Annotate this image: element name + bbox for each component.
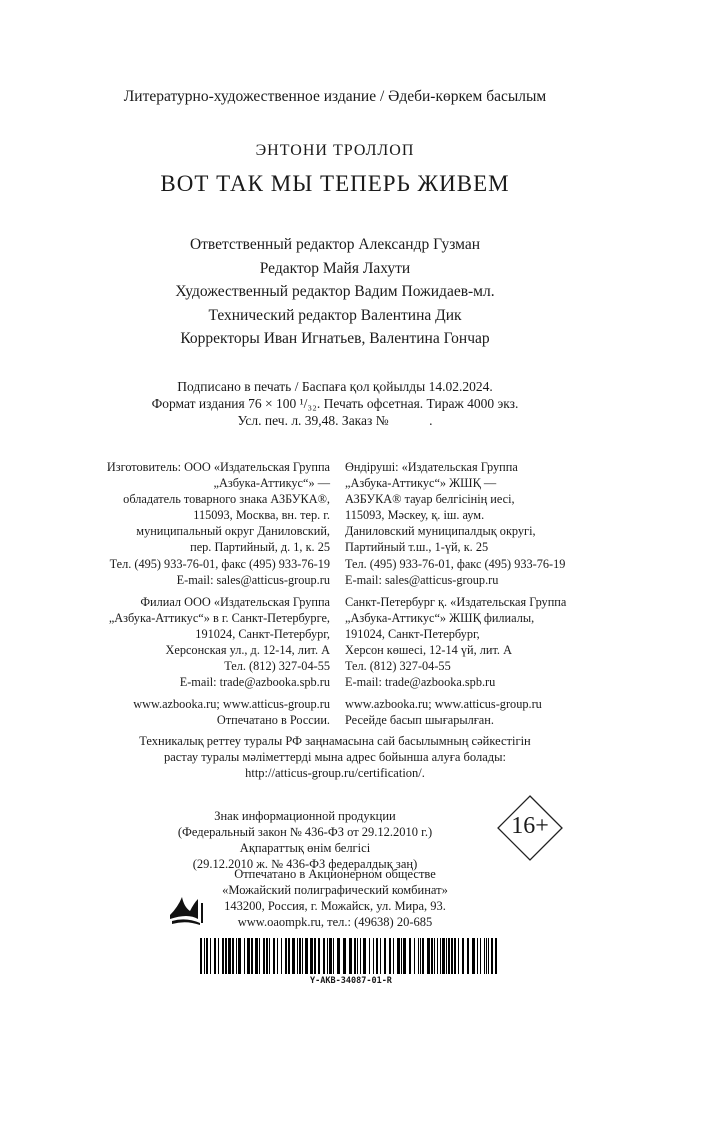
book-title: ВОТ ТАК МЫ ТЕПЕРЬ ЖИВЕМ [160, 171, 510, 196]
barcode-bar [232, 938, 234, 974]
barcode-bar [236, 938, 237, 974]
barcode-bar [442, 938, 445, 974]
barcode-bar [409, 938, 411, 974]
maker-line: обладатель товарного знака АЗБУКА®, [123, 492, 330, 507]
editorial-staff [60, 233, 610, 351]
maker-line: муниципальный округ Даниловский, [136, 524, 330, 539]
footer-line: www.azbooka.ru; www.atticus-group.ru [345, 697, 542, 712]
barcode-bar [206, 938, 208, 974]
barcode-bar [266, 938, 268, 974]
print-line: Формат издания 76 × 100 ¹/₃₂. Печать офсетная. Тираж 4000 экз. [151, 396, 519, 411]
footer-line: Ресейде басып шығарылған. [345, 713, 494, 728]
barcode-bar [292, 938, 295, 974]
barcode-bar [440, 938, 441, 974]
info-product-sign [120, 808, 490, 872]
barcode-bar [314, 938, 316, 974]
printer-line: 143200, Россия, г. Можайск, ул. Мира, 93. [224, 899, 446, 913]
barcode-bar [363, 938, 366, 974]
barcode-bar [380, 938, 381, 974]
barcode-bar [333, 938, 334, 974]
maker-line: АЗБУКА® тауар белгісінің иесі, [345, 492, 515, 507]
sign-line: Знак информационной продукции [214, 809, 396, 823]
barcode-bar [255, 938, 258, 974]
barcode-bar [448, 938, 450, 974]
barcode-bar [349, 938, 352, 974]
barcode-bar [418, 938, 419, 974]
maker-line: E-mail: sales@atticus-group.ru [176, 572, 330, 587]
barcode-bar [357, 938, 358, 974]
barcode-bar [302, 938, 303, 974]
branch-line: E-mail: trade@azbooka.spb.ru [179, 675, 330, 690]
sign-line: (Федеральный закон № 436-ФЗ от 29.12.2010 г.) [177, 825, 433, 839]
barcode-bar [495, 938, 497, 974]
certification-note [60, 733, 610, 781]
staff-line: Ответственный редактор Александр Гузман [189, 236, 481, 253]
publisher-info-ru [40, 459, 330, 729]
barcode-bar [343, 938, 346, 974]
barcode-bar [397, 938, 400, 974]
barcode-bar [454, 938, 456, 974]
barcode-bar [247, 938, 250, 974]
barcode-bar [451, 938, 453, 974]
barcode-bar [228, 938, 231, 974]
barcode-bar [354, 938, 356, 974]
maker-line: E-mail: sales@atticus-group.ru [345, 572, 499, 587]
barcode-bar [218, 938, 219, 974]
maker-line: Даниловский муниципалдық округі, [345, 524, 536, 539]
branch-line: Херсонская ул., д. 12-14, лит. А [165, 643, 330, 658]
barcode-bar [297, 938, 298, 974]
barcode-bar [263, 938, 265, 974]
barcode-bar [369, 938, 370, 974]
barcode-bar [491, 938, 493, 974]
maker-line: пер. Партийный, д. 1, к. 25 [190, 540, 330, 555]
barcode-bar [200, 938, 202, 974]
printer-info [210, 866, 460, 930]
maker-line: Тел. (495) 933-76-01, факс (495) 933-76-19 [109, 556, 330, 571]
staff-line: Редактор Майя Лахути [259, 259, 411, 277]
maker-line: 115093, Мәскеу, қ. іш. аум. [345, 508, 485, 523]
branch-line: Тел. (812) 327-04-55 [345, 659, 451, 674]
barcode-bar [458, 938, 459, 974]
barcode-bar [288, 938, 290, 974]
footer-line: Отпечатано в России. [216, 713, 330, 728]
barcode-bar [484, 938, 485, 974]
barcode-bar [337, 938, 340, 974]
barcode-bar [285, 938, 287, 974]
barcode-bar [269, 938, 270, 974]
barcode-bar [477, 938, 478, 974]
barcode [198, 938, 504, 974]
barcode-bar [323, 938, 325, 974]
branch-line: E-mail: trade@azbooka.spb.ru [345, 675, 496, 690]
branch-line: Филиал ООО «Издательская Группа [140, 594, 330, 609]
print-line: Усл. печ. л. 39,48. Заказ № . [237, 413, 433, 428]
barcode-bar [384, 938, 386, 974]
print-info [60, 378, 610, 429]
publisher-info-kz [345, 459, 645, 729]
barcode-bar [462, 938, 464, 974]
barcode-label: Y-AKB-34087-01-R [310, 976, 392, 986]
barcode-bar [431, 938, 433, 974]
sign-line: (29.12.2010 ж. № 436-ФЗ федералдық заң) [192, 857, 418, 871]
barcode-bar [222, 938, 224, 974]
barcode-bar [488, 938, 489, 974]
barcode-bar [480, 938, 481, 974]
barcode-bar [210, 938, 211, 974]
barcode-bar [401, 938, 402, 974]
barcode-bar [327, 938, 328, 974]
staff-line: Художественный редактор Вадим Пожидаев-мл. [175, 283, 495, 300]
branch-line: Тел. (812) 327-04-55 [224, 659, 330, 674]
branch-line: 191024, Санкт-Петербург, [195, 626, 330, 641]
barcode-bar [422, 938, 424, 974]
footer-line: www.azbooka.ru; www.atticus-group.ru [133, 697, 330, 712]
barcode-bar [281, 938, 282, 974]
barcode-bar [259, 938, 260, 974]
maker-line: 115093, Москва, вн. тер. г. [193, 508, 330, 523]
barcode-bar [329, 938, 332, 974]
printer-line: www.oaompk.ru, тел.: (49638) 20-685 [237, 915, 433, 929]
barcode-bar [204, 938, 205, 974]
genre-line: Литературно-художественное издание / Әдеби-көркем басылым [123, 88, 547, 105]
barcode-bar [244, 938, 245, 974]
barcode-bar [434, 938, 435, 974]
barcode-bar [373, 938, 374, 974]
barcode-bar [427, 938, 430, 974]
barcode-bar [251, 938, 253, 974]
barcode-bar [376, 938, 378, 974]
print-line: Подписано в печать / Баспаға қол қойылды 14.02.2024. [177, 379, 493, 394]
author-name: ЭНТОНИ ТРОЛЛОП [255, 142, 415, 159]
branch-line: „Азбука-Аттикус“» в г. Санкт-Петербурге, [108, 610, 330, 625]
barcode-bar [305, 938, 308, 974]
branch-line: Херсон көшесі, 12-14 үй, лит. А [345, 643, 512, 658]
barcode-bar [238, 938, 241, 974]
barcode-bar [225, 938, 227, 974]
barcode-bar [420, 938, 421, 974]
barcode-bar [486, 938, 487, 974]
barcode-bar [310, 938, 313, 974]
cert-line: растау туралы мәліметтерді мына адрес бойынша алуға болады: [163, 750, 507, 764]
age-rating: 16+ [511, 813, 549, 839]
barcode-bar [318, 938, 320, 974]
cert-line: Техникалық реттеу туралы РФ заңнамасына сай басылымның сәйкестігін [139, 734, 531, 748]
barcode-bar [393, 938, 394, 974]
barcode-bar [360, 938, 361, 974]
printer-logo-icon [168, 893, 208, 927]
barcode-bar [299, 938, 301, 974]
barcode-bar [389, 938, 391, 974]
staff-line: Корректоры Иван Игнатьев, Валентина Гончар [180, 330, 490, 347]
barcode-bar [273, 938, 275, 974]
barcode-bar [472, 938, 475, 974]
branch-line: Санкт-Петербург қ. «Издательская Группа [345, 594, 567, 609]
age-rating-badge [497, 795, 563, 861]
barcode-bar [277, 938, 278, 974]
maker-line: Партийный т.ш., 1-үй, к. 25 [345, 540, 489, 555]
staff-line: Технический редактор Валентина Дик [208, 306, 462, 324]
sign-line: Ақпараттық өнім белгісі [239, 841, 371, 855]
printer-line: «Можайский полиграфический комбинат» [222, 883, 448, 897]
barcode-bar [414, 938, 415, 974]
maker-line: Өндіруші: «Издательская Группа [345, 460, 518, 474]
cert-line: http://atticus-group.ru/certification/. [245, 766, 425, 780]
branch-line: „Азбука-Аттикус“» ЖШҚ филиалы, [345, 610, 535, 625]
barcode-bar [403, 938, 406, 974]
barcode-bar [437, 938, 438, 974]
barcode-bar [467, 938, 469, 974]
branch-line: 191024, Санкт-Петербург, [345, 626, 480, 641]
maker-line: „Азбука-Аттикус“» ЖШҚ — [345, 476, 497, 491]
barcode-bar [446, 938, 447, 974]
maker-line: Изготовитель: ООО «Издательская Группа [106, 460, 330, 474]
maker-line: „Азбука-Аттикус“» — [213, 476, 330, 491]
barcode-bar [214, 938, 216, 974]
maker-line: Тел. (495) 933-76-01, факс (495) 933-76-19 [345, 556, 566, 571]
printer-line: Отпечатано в Акционерном обществе [234, 867, 436, 881]
